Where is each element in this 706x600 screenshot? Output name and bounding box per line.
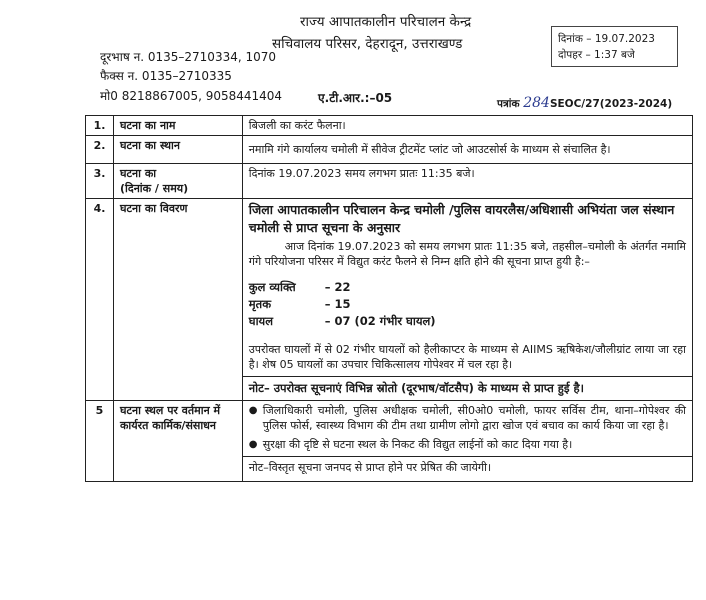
table-row: [86, 136, 693, 164]
reference-label: पत्रांक: [497, 98, 520, 110]
mobile-line: मो0 8218867005, 9058441404: [100, 89, 283, 103]
row-number: 5: [86, 401, 114, 482]
row-value: बिजली का करंट फैलना।: [242, 116, 692, 136]
row-number: 2.: [86, 136, 114, 164]
org-address: सचिवालय परिसर, देहरादून, उत्तराखण्ड: [272, 36, 463, 52]
incident-description: [242, 199, 692, 401]
stat-deceased: मृतक – 15: [248, 297, 351, 311]
list-item: ● जिलाधिकारी चमोली, पुलिस अधीक्षक चमोली, सी0ओ0 चमोली, फायर सर्विस टीम, थाना–गोपेश्वर की पुलिस फोर्स, स्वास्थ्य विभाग की टीम तथा ग्रामीण लोगो द्वारा खोज एवं बचाव का कार्य किया जा रहा है।: [249, 403, 686, 433]
sitrep-title: ए.टी.आर.:–05: [318, 91, 393, 105]
row-label: घटना स्थल पर वर्तमान में कार्यरत कार्मिक/संसाधन: [113, 401, 242, 482]
stat-injured: घायल – 07 (02 गंभीर घायल): [248, 314, 436, 328]
table-row: [86, 199, 693, 401]
fax-line: फैक्स न. 0135–2710335: [100, 69, 232, 83]
row-value: नमामि गंगे कार्यालय चमोली में सीवेज ट्रीटमेंट प्लांट जो आउटसोर्स के माध्यम से संचालित है।: [242, 136, 692, 164]
row-value: दिनांक 19.07.2023 समय लगभग प्रातः 11:35 बजे।: [242, 164, 692, 199]
stat-total: कुल व्यक्ति – 22: [248, 280, 351, 294]
row-number: 4.: [86, 199, 114, 401]
final-note: नोट–विस्तृत सूचना जनपद से प्राप्त होने पर प्रेषित की जायेगी।: [243, 456, 692, 479]
row-label: घटना का स्थान: [113, 136, 242, 164]
incident-paragraph: आज दिनांक 19.07.2023 को समय लगभग प्रातः 11:35 बजे, तहसील–चमोली के अंतर्गत नमामि गंगे परियोजना परिसर में विद्युत करंट फैलने से निम्न क्षति होने की सूचना प्राप्त हुयी है:–: [248, 240, 686, 268]
injured-paragraph: उपरोक्त घायलों में से 02 गंभीर घायलों को हैलीकाप्टर के माध्यम से AIIMS ऋषिकेश/जौलीग्रांट लाया जा रहा है। शेष 05 घायलों का उपचार चिकित्सालय गोपेश्वर में चल रहा है।: [248, 343, 686, 371]
row-label-line: (दिनांक / समय): [119, 182, 189, 195]
table-row: [86, 116, 693, 136]
row-number: 3.: [86, 164, 114, 199]
resources-list: [249, 403, 686, 452]
reference-handwritten-number: 284: [523, 95, 550, 111]
sources-note: नोट– उपरोक्त सूचनाएं विभिन्न स्रोतो (दूरभाष/वॉटसैप) के माध्यम से प्राप्त हुई है।: [243, 376, 692, 400]
table-row: [86, 401, 693, 482]
time-line: दोपहर – 1:37 बजे: [558, 49, 635, 61]
row-label: [113, 164, 242, 199]
org-name: राज्य आपातकालीन परिचालन केन्द्र: [300, 14, 472, 30]
date-time-box: [551, 26, 678, 67]
resources-cell: [242, 401, 692, 482]
incident-report-table: [85, 115, 693, 482]
date-line: दिनांक – 19.07.2023: [558, 33, 655, 45]
row-label: घटना का विवरण: [113, 199, 242, 401]
casualty-stats: [249, 279, 686, 330]
list-item: ● सुरक्षा की दृष्टि से घटना स्थल के निकट की विद्युत लाईनों को काट दिया गया है।: [249, 437, 686, 452]
info-source: जिला आपातकालीन परिचालन केन्द्र चमोली /पुलिस वायरलैस/अधिशासी अभियंता जल संस्थान चमोली से प्राप्त सूचना के अनुसार: [248, 202, 675, 235]
phone-line: दूरभाष न. 0135–2710334, 1070: [100, 50, 277, 64]
reference-suffix: SEOC/27(2023-2024): [549, 98, 673, 110]
row-number: 1.: [86, 116, 114, 136]
row-label: घटना का नाम: [113, 116, 242, 136]
reference-number: [497, 95, 672, 111]
table-row: [86, 164, 693, 199]
row-label-line: घटना का: [119, 167, 157, 180]
